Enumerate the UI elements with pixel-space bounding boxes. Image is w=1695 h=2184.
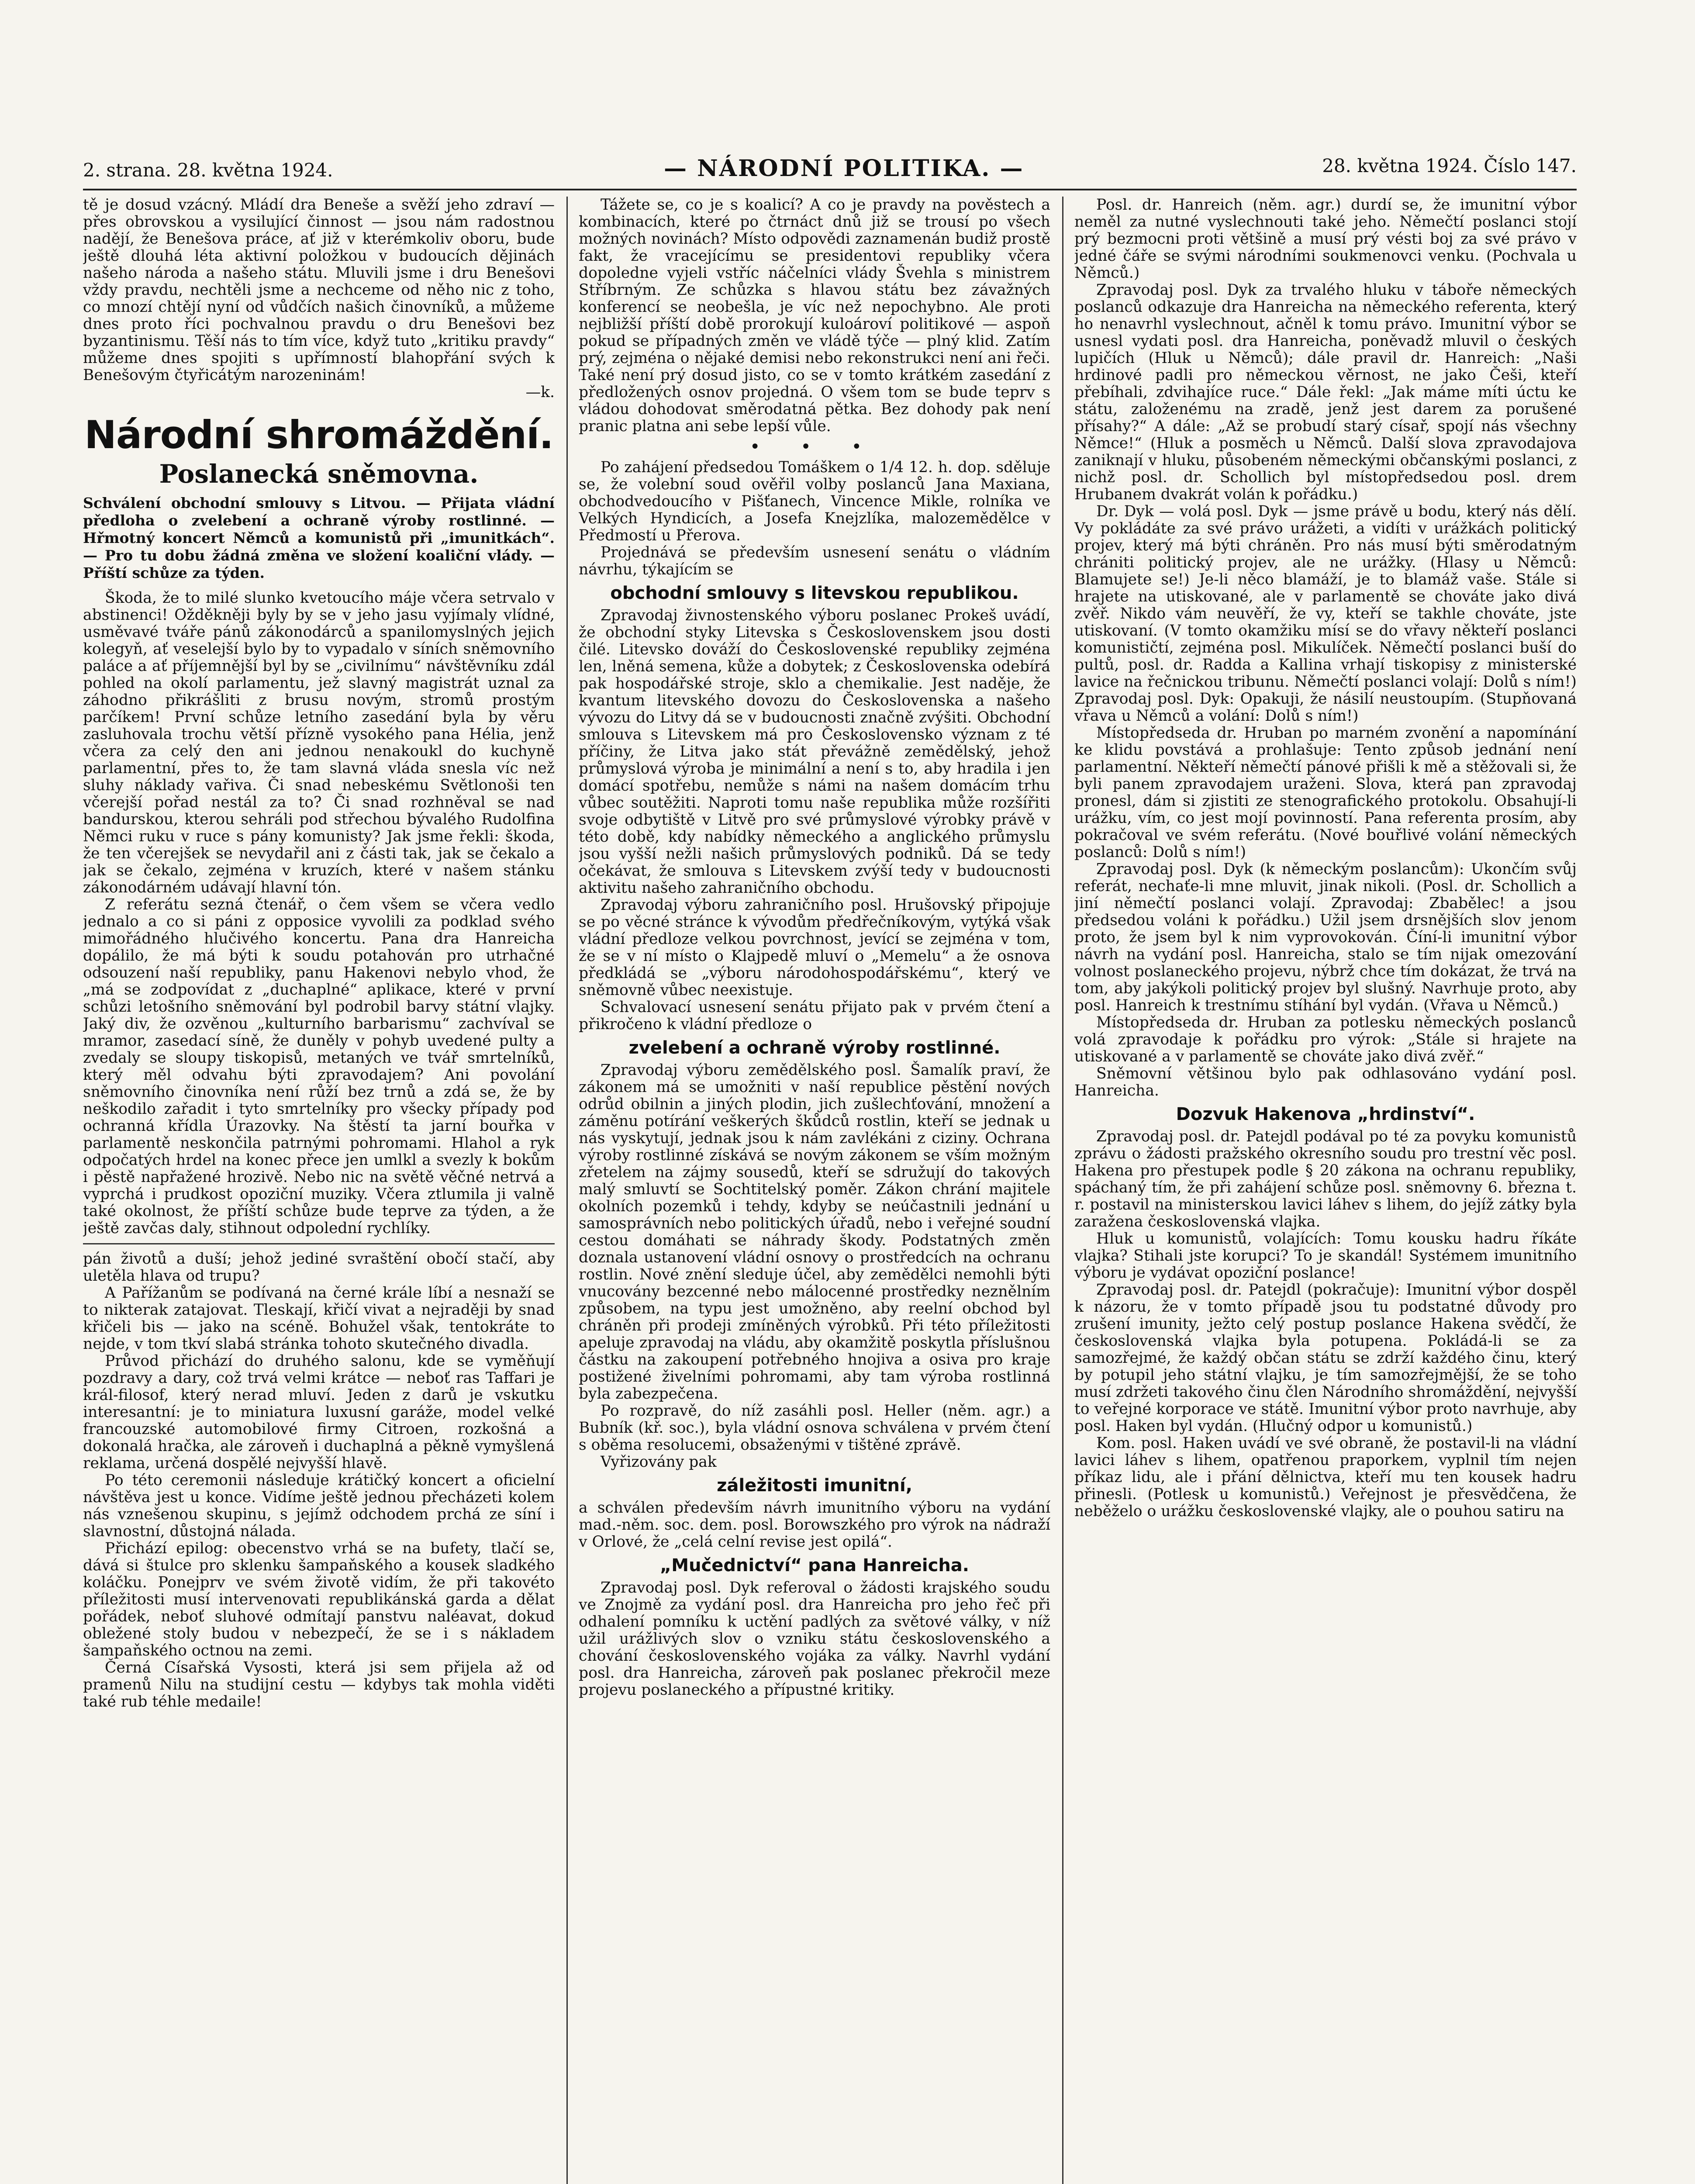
article-paragraph: Zpravodaj posl. Dyk za trvalého hluku v táboře německých poslanců odkazuje dra Hanreicha na německého referenta, který ho nenavrhl vyslechnout, ačněl k tomu právo. Imunitní výbor se usnesl vydati posl. dra Hanreicha, poněvadž mluvil o českých lupičích (Hluk u Němců); dále pravil dr. Hanreich: „Naši hrdinové padli pro německou věrnost, ne jako Češi, kteří přebíhali, zdvihajíce ruce.“ Dále řekl: „Jak máme míti úctu ke státu, založenému na zradě, jenž jest darem za porušené přísahy?“ A dále: „Až se probudí starý císař, spojí nás všechny Němce!“ (Hluk a posměch u Němců. Další slova zpravodajova zaniknají v hluku, působeném německými občanskými poslanci, z nichž posl. dr. Schollich byl místopředsedou posl. drem Hrubanem dvakrát volán k pořádku.): [1074, 281, 1577, 503]
section-heading: záležitosti imunitní,: [717, 1476, 912, 1496]
section-subheadline: Poslanecká sněmovna.: [159, 459, 479, 489]
author-signature: —k.: [525, 384, 555, 401]
article-paragraph: Zpravodaj posl. Dyk (k německým poslancům): Ukončím svůj referát, nechaťe-li mne mluvit, jinak nikoli. (Posl. dr. Schollich a jiní němečtí poslanci volají. Zpravodaj: Zbabělec! a jsou předsedou voláni k pořádku.) Užil jsem drsnějších slov jenom proto, že jsem byl k nim vyprovokován. Číní-li imunitní výbor návrh na vydání posl. Hanreicha, stalo se tím nijak omezování volnost poslaneckého projevu, nýbrž chce tím dokázat, že trvá na tom, aby jakýkoli politický projev byl slušný. Navrhuje proto, aby posl. Hanreich k trestnímu stíhání byl vydán. (Vřava u Němců.): [1074, 860, 1577, 1014]
section-heading: Dozvuk Hakenova „hrdinství“.: [1176, 1104, 1475, 1124]
article-paragraph: Z referátu sezná čtenář, o čem všem se včera vedlo jednalo a co si páni z opposice vyvolili za podklad svého mimořádného hlučivého koncertu. Pana dra Hanreicha dopálilo, že má býti k soudu potahován pro utrhačné odsouzení naší republiky, panu Hakenovi nebylo vhod, že „má se zodpovídat z „duchaplné“ aplikace, které v první schůzi letošního sněmování byl podrobil barvy státní vlajky. Jaký div, že ozvěnou „kulturního barbarismu“ zachvíval se mramor, zasedací síně, že duněly v pohyb uvedené pulty a zvedaly se sloupy tiskopisů, metaných ve tvář smrtelníků, který měl odvahu býti zpravodajem? Ani povolání sněmovního činovníka není růží bez trnů a zdá se, že by neškodilo zařadit i tyto smrtelníky pro všecky případy pod ochranná křídla Úrazovky. Na štěstí ta jarní bouřka v parlamentě neskončila patrnými pohromami. Hlahol a ryk odpočatých hrdel na konec přece jen umlkl a svezly k bokům i pěstě napřažené hrozivě. Nebo nic na světě věčné netrvá a vyprchá i prudkost opoziční muziky. Včera ztlumila ji valně také okolnost, že příští schůze bude teprve za týden, a že ještě zavčas daly, stihnout odpolední rychlíky.: [83, 896, 555, 1237]
article-paragraph: Škoda, že to milé slunko kvetoucího máje včera setrvalo v abstinenci! Ožděkněji byly by se v jeho jasu vyjímaly vlídné, usměvavé tváře pánů zákonodárců a spanilomyslných jejich kolegyň, ať veselejší bylo by to vypadalo v síních sněmovního paláce a ať příjemnější byl by se „civilnímu“ návštěvníku zdál pohled na okolí parlamentu, jež slavný magistrát uznal za záhodno přikrášliti z brusu novým, stromů prostým parčíkem! První schůze letního zasedání byla by věru zasluhovala trochu větší přízně vysokého pana Hélia, jenž včera za celý den ani jednou nenakoukl do kuchyně parlamentní, přes to, že tam slavná vláda snesla víc než sluhy náklady vařiva. Či snad nebeskému Světlonoši ten včerejší pořad nestál za to? Či snad rozhněval se nad bandurskou, kterou sehráli pod střechou bývalého Rudolfina Němci ruku v ruce s pány komunisty? Jak jsme řekli: škoda, že ten včerejšek se nevydařil ani z části tak, jak se čekalo a jak se čekalo, zejména v kruzích, které v našem stánku zákonodárném udávají hlavní tón.: [83, 589, 555, 896]
page-header: [83, 155, 1577, 190]
header-rule: [83, 189, 1577, 190]
article-paragraph: Schvalovací usnesení senátu přijato pak v prvém čtení a přikročeno k vládní předloze o: [579, 999, 1050, 1033]
feuilleton-paragraph: Přichází epilog: obecenstvo vrhá se na bufety, tlačí se, dává si štulce pro sklenku šampaňského a kousek sladkého koláčku. Ponejprv ve svém životě vidím, že při takovéto příležitosti musí intervenovati republikánská garda a dělat pořádek, neboť sluhové odmítají panstvu naléavat, dokud obležené stoly budou v nebezpečí, že se i s nákladem šampaňského octnou na zemi.: [83, 1540, 555, 1659]
section-heading: obchodní smlouvy s litevskou republikou.: [610, 583, 1019, 603]
article-paragraph: tě je dosud vzácný. Mládí dra Beneše a svěží jeho zdraví — přes obrovskou a vysilující činnost — jsou nám radostnou nadějí, že Benešova práce, ať již v kterémkoliv oboru, bude ještě dlouhá léta aktivní položkou v budoucích dějinách našeho národa a našeho státu. Mluvili jsme i dru Benešovi vždy pravdu, nechtěli jsme a nechceme od něho nic z toho, co mnozí chtějí nyní od vůdčích našich činovníků, a můžeme dnes proto říci pochvalnou pravdu o dru Benešovi bez byzantinismu. Těší nás to tím více, když tuto „kritiku pravdy“ můžeme dnes spojiti s upřímností blahopřání svých k Benešovým čtyřicátým narozeninám!: [83, 197, 555, 384]
article-paragraph: Zpravodaj posl. Dyk referoval o žádosti krajského soudu ve Znojmě za vydání posl. dra Hanreicha pro jeho řeč při odhalení pomníku k uctění padlých za světové války, v níž užil urážlivých slov o vzniku státu československého a chování československého vojáka za války. Navrhl vydání posl. dra Hanreicha, zároveň pak poslanec překročil meze projevu poslaneckého a přípustné kritiky.: [579, 1579, 1050, 1699]
article-paragraph: Dr. Dyk — volá posl. Dyk — jsme právě u bodu, který nás dělí. Vy pokládáte za své právo urážeti, a vidíti v urážkách politický projev, který má býti chráněn. Pro nás musí býti směrodatným chrániti politický projev, ale ne urážky. (Hlasy u Němců: Blamujete se!) Je-li něco blamáží, je to blamáž vaše. Stále si hrajete na utiskované, ale v parlamentě se chováte jako divá zvěř. Nikdo vám neuvěří, že vy, kteří se takhle chováte, jste utiskovaní. (V tomto okamžiku mísí se do vřavy někteří poslanci komunističtí, zejména posl. Mikulíček. Němečtí poslanci buší do pultů, posl. dr. Radda a Kallina vrhají tiskopisy z ministerské lavice na řečnickou tribunu. Němečtí poslanci volají: Dolů s ním!) Zpravodaj posl. Dyk: Opakuji, že násilí neustoupím. (Stupňovaná vřava u Němců a volání: Dolů s ním!): [1074, 503, 1577, 725]
article-paragraph: Po rozpravě, do níž zasáhli posl. Heller (něm. agr.) a Bubník (kř. soc.), byla vládní osnova schválena v prvém čtení s oběma resolucemi, obsaženými v tištěné zprávě.: [579, 1402, 1050, 1454]
article-summary: Schválení obchodní smlouvy s Litvou. — Přijata vládní předloha o zvelebení a ochraně výroby rostlinné. — Hřmotný koncert Němců a komunistů při „imunitkách“. — Pro tu dobu žádná změna ve složení koaliční vlády. — Příští schůze za týden.: [83, 494, 555, 581]
article-paragraph: Posl. dr. Hanreich (něm. agr.) durdí se, že imunitní výbor neměl za nutné vyslechnouti také jeho. Němečtí poslanci stojí prý bezmocni proti většině a musí prý vésti boj za své právo v jedné čáře se svými národními soukmenovci venku. (Pochvala u Němců.): [1074, 197, 1577, 282]
article-paragraph: a schválen především návrh imunitního výboru na vydání mad.-něm. soc. dem. posl. Borowszkého pro výrok na nádraží v Orlové, že „celá celní revise jest opilá“.: [579, 1499, 1050, 1551]
article-paragraph: Zpravodaj živnostenského výboru poslanec Prokeš uvádí, že obchodní styky Litevska s Československem jsou dosti čilé. Litevsko dováží do Československé republiky zejména len, lněná semena, kůže a dobytek; z Československa odebírá pak hospodářské stroje, sklo a chemikalie. Jest naděje, že kvantum litevského dovozu do Československa a našeho vývozu do Litvy dá se v budoucnosti značně zvýšiti. Obchodní smlouva s Litevskem má pro Československo význam z té příčiny, že Litva jako stát převážně zemědělský, jehož průmyslová výroba je minimální a není s to, aby hradila i jen domácí spotřebu, nemůže s námi na našem domácím trhu vůbec soutěžiti. Naproti tomu naše republika může rozšířiti svoje odbytiště v Litvě pro své průmyslové výrobky právě v této době, kdy nabídky německého a anglického průmyslu jsou vyšší nežli našich průmyslových podniků. Dá se tedy očekávat, že smlouva s Litevskem zvýší tedy v budoucnosti aktivitu našeho zahraničního obchodu.: [579, 607, 1050, 897]
article-paragraph: Vyřizovány pak: [601, 1453, 717, 1471]
column-3: [1074, 197, 1577, 2184]
article-paragraph: Hluk u komunistů, volajících: Tomu kousku hadru říkáte vlajka? Stihali jste korupci? To je skandál! Systémem imunitního výboru je vydávat opoziční poslance!: [1074, 1230, 1577, 1282]
article-paragraph: Zpravodaj výboru zahraničního posl. Hrušovský připojuje se po věcné stránce k vývodům předřečníkovým, vytýká však vládní předloze velkou povrchnost, jevící se zejména v tom, že se v ní místo o Klajpedě mluví o „Memelu“ a že osnova předkládá se „výboru národohospodářskému“, který ve sněmovně vůbec neexistuje.: [579, 896, 1050, 999]
section-separator: • • •: [749, 437, 880, 457]
feuilleton-paragraph: Průvod přichází do druhého salonu, kde se vyměňují pozdravy a dary, což trvá velmi krátce — neboť ras Taffari je král-filosof, který nerad mluví. Jeden z darů je vskutku interesantní: je to miniatura luxusní garáže, model velké francouzské automobilové firmy Citroen, rozkošná a dokonalá hračka, ale zároveň i duchaplná a pěkně vymyšlená reklama, určená dospělé nejvyšší hlavě.: [83, 1352, 555, 1472]
column-divider: [1062, 197, 1063, 2184]
column-divider: [566, 197, 568, 2184]
article-paragraph: Zpravodaj posl. dr. Patejdl (pokračuje): Imunitní výbor dospěl k názoru, že v tomto případě jsou tu podstatné důvody pro zrušení imunity, ježto celý postup poslance Hakena svědčí, že československá vlajka byla potupena. Pokládá-li se za samozřejmé, že každý občan státu se zdrží každého činu, který by potupil jeho státní vlajku, je tím samozřejmější, že se toho musí zdržeti takového činu člen Národního shromáždění, nejvyšší to veřejné korporace ve státě. Imunitní výbor proto navrhuje, aby posl. Haken byl vydán. (Hlučný odpor u komunistů.): [1074, 1281, 1577, 1435]
article-paragraph: Tážete se, co je s koalicí? A co je pravdy na pověstech a kombinacích, které po čtrnáct dnů již se trousí po všech možných novinách? Místo odpovědi zaznamenán budiž prostě fakt, že vracejícímu se presidentovi republiky včera dopoledne vyjeli vstříc náčelníci vlády Švehla s ministrem Stříbrným. Ze schůzka s hlavou státu bez závažných konferencí se neobešla, je víc než nepochybno. Ale proti nejbližší příští době prorokují kuloároví politikové — aspoň pokud se případných změn ve vládě týče — plný klid. Zatím prý, zejména o nějaké demisi nebo rekonstrukci není ani řeči. Také není prý dosud jisto, co se v tomto krátkém zasedání z předložených osnov projedná. O všem tom se bude teprv s vládou dohodovat směrodatná pětka. Bez dohody pak není pranic platna ani sebe lepší vůle.: [579, 197, 1050, 435]
column-2: [579, 197, 1050, 2184]
feuilleton-paragraph: Černá Císařská Vysosti, která jsi sem přijela až od pramenů Nilu na studijní cestu — kdybys tak mohla viděti také rub téhle medaile!: [83, 1659, 555, 1711]
feuilleton-paragraph: Po této ceremonii následuje krátičký koncert a oficielní návštěva jest u konce. Vidíme ještě jednou přecházeti kolem nás vznešenou skupinu, s jejímž odchodem prchá ze síní i slavnostní, důstojná nálada.: [83, 1472, 555, 1540]
section-heading: zvelebení a ochraně výroby rostlinné.: [628, 1038, 1001, 1058]
feuilleton-paragraph: pán životů a duší; jehož jediné svraštění obočí stačí, aby uletěla hlava od trupu?: [83, 1250, 555, 1285]
section-heading: „Mučednictví“ pana Hanreicha.: [660, 1555, 969, 1576]
feuilleton-paragraph: A Pařížanům se podívaná na černé krále líbí a nesnaží se to nikterak zatajovat. Tleskají, křičí vivat a nejraději by snad křičeli bis — jako na scéně. Bohužel však, tentokráte to nejde, v tom tkví slabá stránka tohoto skutečného divadla.: [83, 1284, 555, 1353]
article-paragraph: Kom. posl. Haken uvádí ve své obraně, že postavil-li na vládní lavici láhev s lihem, opatřenou praporkem, vyplnil tím nejen příkaz lidu, ale i přání dělnictva, kteří mu ten kousek hadru přinesli. (Potlesk u komunistů.) Veřejnost je přesvědčena, že neběželo o urážku československé vlajky, ale o pouhou satiru na: [1074, 1434, 1577, 1520]
page-number-date: 2. strana. 28. května 1924.: [83, 159, 333, 181]
newspaper-title: — NÁRODNÍ POLITIKA. —: [664, 155, 1024, 182]
article-paragraph: Po zahájení předsedou Tomáškem o 1/4 12. h. dop. sděluje se, že volební soud ověřil volby poslanců Jana Maxiana, obchodvedoucího v Pišťanech, Vincence Mikle, rolníka ve Velkých Hyndicích, a Josefa Knejzlíka, malozemědělce v Předmostí u Přerova.: [579, 459, 1050, 544]
article-paragraph: Sněmovní většinou bylo pak odhlasováno vydání posl. Hanreicha.: [1074, 1065, 1577, 1099]
article-paragraph: Zpravodaj výboru zemědělského posl. Šamalík praví, že zákonem má se umožniti v naší republice pěstění nových odrůd obilnin a jiných plodin, jich zušlechťování, množení a záměnu potírání veškerých škůdců rostlin, kteří se jednak u nás vyskytují, jednak jsou k nám zavlékáni z ciziny. Ochrana výroby rostlinné získává se novým zákonem se vším možným zřetelem na zájmy sousedů, kteří se sdružují do takových malý smluvtí se Sochtitelský poměr. Zákon chrání majitele okolních pozemků i tehdy, kdyby se neúčastnili jednání u samosprávních nebo politických úřadů, nebo i veřejné soudní cestou domáhati se náhrady škody. Podstatných změn doznala ustanovení vládní osnovy o prostředcích na ochranu rostlin. Nové znění sleduje účel, aby zemědělci nemohli býti vnucovány bezcenné nebo málocenné prostředky neznělním způsobem, na typu jest umožněno, aby reelní obchod byl chráněn při prodeji zmíněných výrobků. Při této příležitosti apeluje zpravodaj na vládu, aby okamžitě poskytla příslušnou částku na zakoupení potřebného hnojiva a osiva pro kraje postižené živelními pohromami, aby tam výroba rostlinná byla zabezpečena.: [579, 1061, 1050, 1403]
article-paragraph: Projednává se především usnesení senátu o vládním návrhu, týkajícím se: [579, 544, 1050, 578]
article-paragraph: Místopředseda dr. Hruban za potlesku německých poslanců volá zpravodaje k pořádku pro výrok: „Stále si hrajete na utiskované a v parlamentě se chováte jako divá zvěř.“: [1074, 1014, 1577, 1065]
section-headline: Národní shromáždění.: [84, 412, 553, 457]
feuilleton-divider: [83, 1243, 555, 1244]
column-1: [83, 197, 555, 2184]
article-paragraph: Zpravodaj posl. dr. Patejdl podával po té za povyku komunistů zprávu o žádosti pražského okresního soudu pro trestní věc posl. Hakena pro přestupek podle § 20 zákona na ochranu republiky, spáchaný tím, že při zahájení schůze posl. sněmovny 6. března t. r. postavil na ministerskou lavici láhev s lihem, do jejíž zátky byla zaražena československá vlajka.: [1074, 1128, 1577, 1230]
article-paragraph: Místopředseda dr. Hruban po marném zvonění a napomínání ke klidu povstává a prohlašuje: Tento způsob jednání není parlamentní. Někteří němečtí pánové přišli k mě a stěžovali si, že byli panem zpravodajem uraženi. Slova, která pan zpravodaj pronesl, dám si zjistiti ze stenografického protokolu. Obsahují-li urážku, vím, co jest mojí povinností. Pana referenta prosím, aby pokračoval ve svém referátu. (Nové bouřlivé volání německých poslanců: Dolů s ním!): [1074, 724, 1577, 861]
issue-date-number: 28. května 1924. Číslo 147.: [1322, 155, 1577, 176]
